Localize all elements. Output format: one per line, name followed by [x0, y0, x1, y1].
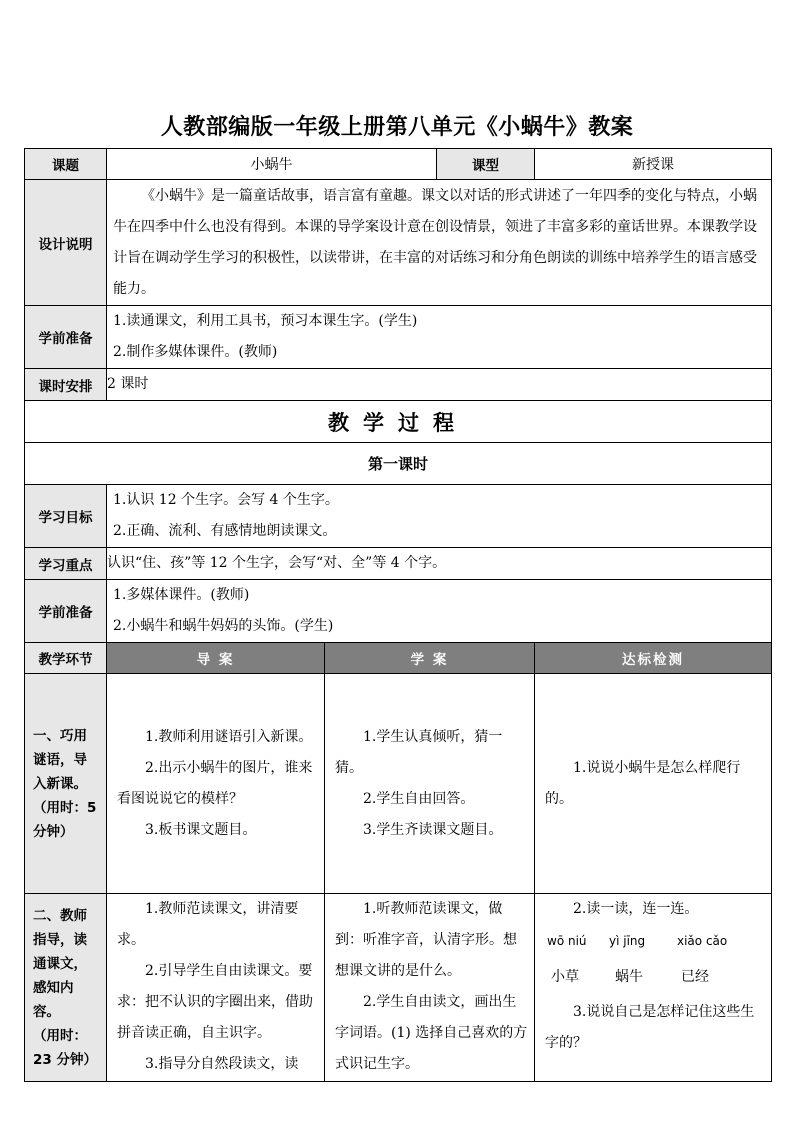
stage2-name-line: 23 分钟） — [33, 1051, 97, 1068]
guide-column-header: 导 案 — [107, 643, 325, 674]
study-step: 2.学生自由读文，画出生字词语。(1) 选择自己喜欢的方式识记生字。 — [335, 994, 528, 1072]
prep2-item: 1.多媒体课件。(教师) — [113, 587, 250, 603]
check-item: 1.说说小蜗牛是怎么样爬行的。 — [545, 759, 741, 807]
topic-label: 课题 — [25, 149, 107, 180]
guide-step: 1.教师利用谜语引入新课。 — [145, 728, 313, 745]
goal-item: 1.认识 12 个生字。会写 4 个生字。 — [113, 492, 339, 508]
stage2-guide — [107, 894, 325, 1082]
process-title: 教学过程 — [25, 401, 772, 443]
focus-label: 学习重点 — [25, 548, 107, 580]
stage1-check — [535, 674, 772, 894]
prep1-cell — [107, 306, 772, 369]
topic-value: 小蜗牛 — [107, 149, 437, 180]
word-item: 已经 — [681, 969, 709, 985]
design-text: 《小蜗牛》是一篇童话故事，语言富有童趣。课文以对话的形式讲述了一年四季的变化与特点，小蜗牛在四季中什么也没有得到。本课的导学案设计意在创设情景，领进了丰富多彩的童话世界。本课教学设计旨在调动学生学习的积极性，以读带讲，在丰富的对话练习和分角色朗读的训练中培养学生的语言感受能力。 — [113, 187, 757, 297]
stage1-name-line: 一、巧用 — [33, 727, 87, 744]
guide-step: 2.出示小蜗牛的图片，谁来看图说说它的模样？ — [117, 759, 313, 807]
prep1-item: 1.读通课文，利用工具书，预习本课生字。(学生) — [113, 313, 418, 329]
stage1-study — [325, 674, 535, 894]
header-row — [25, 149, 772, 180]
check-item: 2.读一读，连一连。 — [573, 901, 699, 917]
schedule-value: 2 课时 — [107, 369, 772, 401]
lesson-title: 第一课时 — [25, 443, 772, 485]
word-item: 小草 — [551, 969, 579, 985]
study-step: 1.听教师范读课文，做到：听准字音，认清字形。想想课文讲的是什么。 — [335, 901, 517, 979]
study-step: 1.学生认真倾听，猜一猜。 — [335, 728, 503, 776]
check-column-header: 达标检测 — [535, 643, 772, 674]
design-label: 设计说明 — [25, 180, 107, 306]
stage2-study — [325, 894, 535, 1082]
stage1-name-line: 入新课。 — [33, 775, 87, 792]
stage2-row — [25, 894, 772, 1082]
prep2-cell — [107, 580, 772, 643]
prep2-item: 2.小蜗牛和蜗牛妈妈的头饰。(学生) — [113, 618, 334, 634]
guide-step: 3.板书课文题目。 — [145, 821, 257, 838]
goals-row — [25, 485, 772, 548]
pinyin-item: wō niú — [547, 934, 587, 948]
schedule-label: 课时安排 — [25, 369, 107, 401]
check-item: 3.说说自己是怎样记住这些生字的？ — [545, 1004, 755, 1051]
process-title-row — [25, 401, 772, 443]
lesson-plan-table — [24, 148, 772, 1082]
prep2-row — [25, 580, 772, 643]
pinyin-item: yì jīng — [609, 934, 646, 948]
stage2-name-line: 感知内容。 — [33, 979, 74, 1020]
goals-cell — [107, 485, 772, 548]
stage2-check — [535, 894, 772, 1082]
schedule-row — [25, 369, 772, 401]
stage1-guide — [107, 674, 325, 894]
study-column-header: 学 案 — [325, 643, 535, 674]
type-label: 课型 — [437, 149, 535, 180]
guide-step: 2.引导学生自由读课文。要求：把不认识的字圈出来，借助拼音读正确，自主识字。 — [117, 963, 313, 1041]
stage1-row — [25, 674, 772, 894]
stage1-name-line: 分钟） — [33, 823, 74, 840]
focus-value: 认识“住、孩”等 12 个生字，会写“对、全”等 4 个字。 — [107, 548, 772, 580]
word-item: 蜗牛 — [615, 969, 643, 985]
pinyin-row — [545, 925, 765, 957]
page-title: 人教部编版一年级上册第八单元《小蜗牛》教案 — [160, 115, 634, 140]
design-row — [25, 180, 772, 306]
pinyin-item: xiǎo cǎo — [677, 934, 728, 948]
stage2-name-line: （用时： — [33, 1027, 87, 1044]
stage2-name-line: 通课文， — [33, 955, 87, 972]
stage2-name-line: 二、教师 — [33, 907, 87, 924]
columns-row — [25, 643, 772, 674]
prep1-label: 学前准备 — [25, 306, 107, 369]
stage1-name-line: 谜语，导 — [33, 751, 87, 768]
type-value: 新授课 — [535, 149, 772, 180]
stage2-name-line: 指导，读 — [33, 931, 87, 948]
prep2-label: 学前准备 — [25, 580, 107, 643]
design-text-cell — [107, 180, 772, 306]
goal-item: 2.正确、流利、有感情地朗读课文。 — [113, 523, 337, 539]
study-step: 3.学生齐读课文题目。 — [363, 821, 503, 838]
focus-row — [25, 548, 772, 580]
lesson-title-row — [25, 443, 772, 485]
guide-step: 3.指导分自然段读文，读 — [145, 1056, 299, 1072]
word-row — [545, 957, 765, 997]
stage2-name — [25, 894, 107, 1082]
stage-column-header: 教学环节 — [25, 643, 107, 674]
stage1-name-line: （用时：5 — [33, 799, 97, 816]
study-step: 2.学生自由回答。 — [363, 790, 475, 807]
stage1-name — [25, 674, 107, 894]
guide-step: 1.教师范读课文，讲清要求。 — [117, 901, 299, 948]
prep1-item: 2.制作多媒体课件。(教师) — [113, 344, 278, 360]
prep1-row — [25, 306, 772, 369]
goals-label: 学习目标 — [25, 485, 107, 548]
